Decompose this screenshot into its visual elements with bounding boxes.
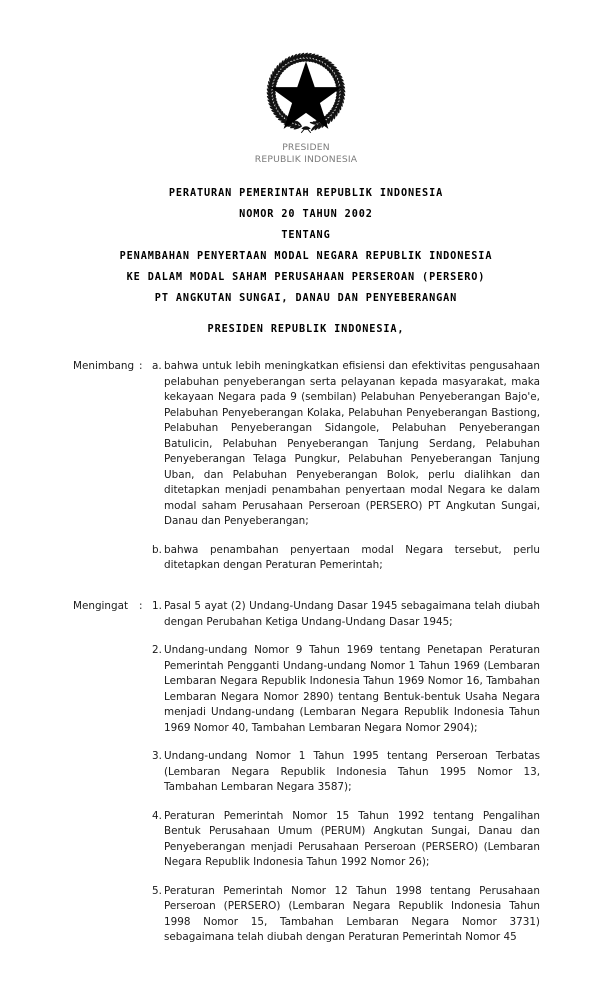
mengingat-item <box>152 809 540 871</box>
mengingat-item-marker: 1. <box>152 600 162 612</box>
mengingat-item-list <box>152 599 540 946</box>
mengingat-item <box>152 599 540 630</box>
mengingat-section <box>0 599 612 946</box>
menimbang-item-marker: a. <box>152 360 162 372</box>
menimbang-row <box>0 359 612 574</box>
title-line-subject-1: PENAMBAHAN PENYERTAAN MODAL NEGARA REPUBLIK INDONESIA <box>119 251 493 262</box>
mengingat-item <box>152 884 540 946</box>
mengingat-item-marker: 5. <box>152 884 162 897</box>
title-line-tentang: TENTANG <box>281 230 331 241</box>
emblem-caption <box>0 142 612 165</box>
mengingat-item-marker: 2. <box>152 644 162 656</box>
menimbang-item-text: bahwa penambahan penyertaan modal Negara tersebut, perlu ditetapkan dengan Peraturan Pemerintah; <box>164 543 540 571</box>
menimbang-label: Menimbang <box>73 360 135 372</box>
mengingat-label: Mengingat <box>73 600 129 612</box>
mengingat-item-text: Undang-undang Nomor 1 Tahun 1995 tentang Perseroan Terbatas (Lembaran Negara Republik Indonesia Tahun 1995 Nomor 13, Tambahan Lembaran Negara 3587); <box>164 750 540 793</box>
mengingat-item-text: Pasal 5 ayat (2) Undang-Undang Dasar 1945 sebagaimana telah diubah dengan Perubahan Ketiga Undang-Undang Dasar 1945; <box>164 600 540 628</box>
mengingat-item <box>152 643 540 736</box>
emblem-caption-line-2: REPUBLIK INDONESIA <box>254 153 358 165</box>
menimbang-item <box>152 543 540 574</box>
mengingat-item-text: Peraturan Pemerintah Nomor 12 Tahun 1998 tentang Perusahaan Perseroan (PERSERO) (Lembaran Negara Republik Indonesia Tahun 1998 Nomor 15, Tambahan Lembaran Negara Nomor 3731) sebagaimana telah diubah dengan Peraturan Pemerintah Nomor 45 <box>164 884 540 943</box>
mengingat-item-marker: 3. <box>152 750 162 762</box>
mengingat-item <box>152 749 540 796</box>
mengingat-item-marker: 4. <box>152 809 162 822</box>
menimbang-item-marker: b. <box>152 543 162 556</box>
emblem-caption-line-1: PRESIDEN <box>282 142 330 153</box>
mengingat-row <box>0 599 612 946</box>
document-title-block <box>0 183 612 309</box>
masthead <box>0 44 612 165</box>
mengingat-item-text: Peraturan Pemerintah Nomor 15 Tahun 1992 tentang Pengalihan Bentuk Perusahaan Umum (PERUM) Angkutan Sungai, Danau dan Penyeberangan menjadi Perusahaan Perseroan (PERSERO) (Lembaran Negara Republik Indonesia Tahun 1992 Nomor 26); <box>164 809 540 868</box>
mengingat-colon: : <box>139 600 143 612</box>
title-line-regulation-type: PERATURAN PEMERINTAH REPUBLIK INDONESIA <box>168 188 444 199</box>
menimbang-item-text: bahwa untuk lebih meningkatkan efisiensi dan efektivitas pengusahaan pelabuhan penyeberangan serta pelayanan kepada masyarakat, maka kekayaan Negara pada 9 (sembilan) Pelabuhan Penyeberangan Bajo'e, Pelabuhan Penyeberangan Kolaka, Pelabuhan Penyeberangan Bastiong, Pelabuhan Penyeberangan Sidangole, Pelabuhan Penyeberangan Batulicin, Pelabuhan Penyeberangan Tanjung Serdang, Pelabuhan Penyeberangan Telaga Pungkur, Pelabuhan Penyeberangan Tanjung Uban, dan Pelabuhan Penyeberangan Bolok, perlu dialihkan dan ditetapkan menjadi penambahan penyertaan modal Negara ke dalam modal saham Perusahaan Perseroan (PERSERO) PT Angkutan Sungai, Danau dan Penyeberangan; <box>164 360 540 527</box>
presidential-star-wreath-emblem-icon <box>258 44 354 140</box>
title-line-number-year: NOMOR 20 TAHUN 2002 <box>239 209 373 220</box>
mengingat-item-text: Undang-undang Nomor 9 Tahun 1969 tentang Penetapan Peraturan Pemerintah Pengganti Undang-undang Nomor 1 Tahun 1969 (Lembaran Lembaran Negara Republik Indonesia Tahun 1969 Nomor 16, Tambahan Lembaran Negara Nomor 2890) tentang Bentuk-bentuk Usaha Negara menjadi Undang-undang (Lembaran Negara Republik Indonesia Tahun 1969 Nomor 40, Tambahan Lembaran Negara Nomor 2904); <box>164 644 540 734</box>
menimbang-item <box>152 359 540 530</box>
menimbang-colon: : <box>139 360 143 372</box>
title-line-subject-2: KE DALAM MODAL SAHAM PERUSAHAAN PERSEROAN (PERSERO) <box>126 272 486 283</box>
title-line-subject-3: PT ANGKUTAN SUNGAI, DANAU DAN PENYEBERANGAN <box>154 293 458 304</box>
menimbang-section <box>0 359 612 574</box>
enacting-authority-line: PRESIDEN REPUBLIK INDONESIA, <box>207 324 405 335</box>
menimbang-item-list <box>152 359 540 574</box>
